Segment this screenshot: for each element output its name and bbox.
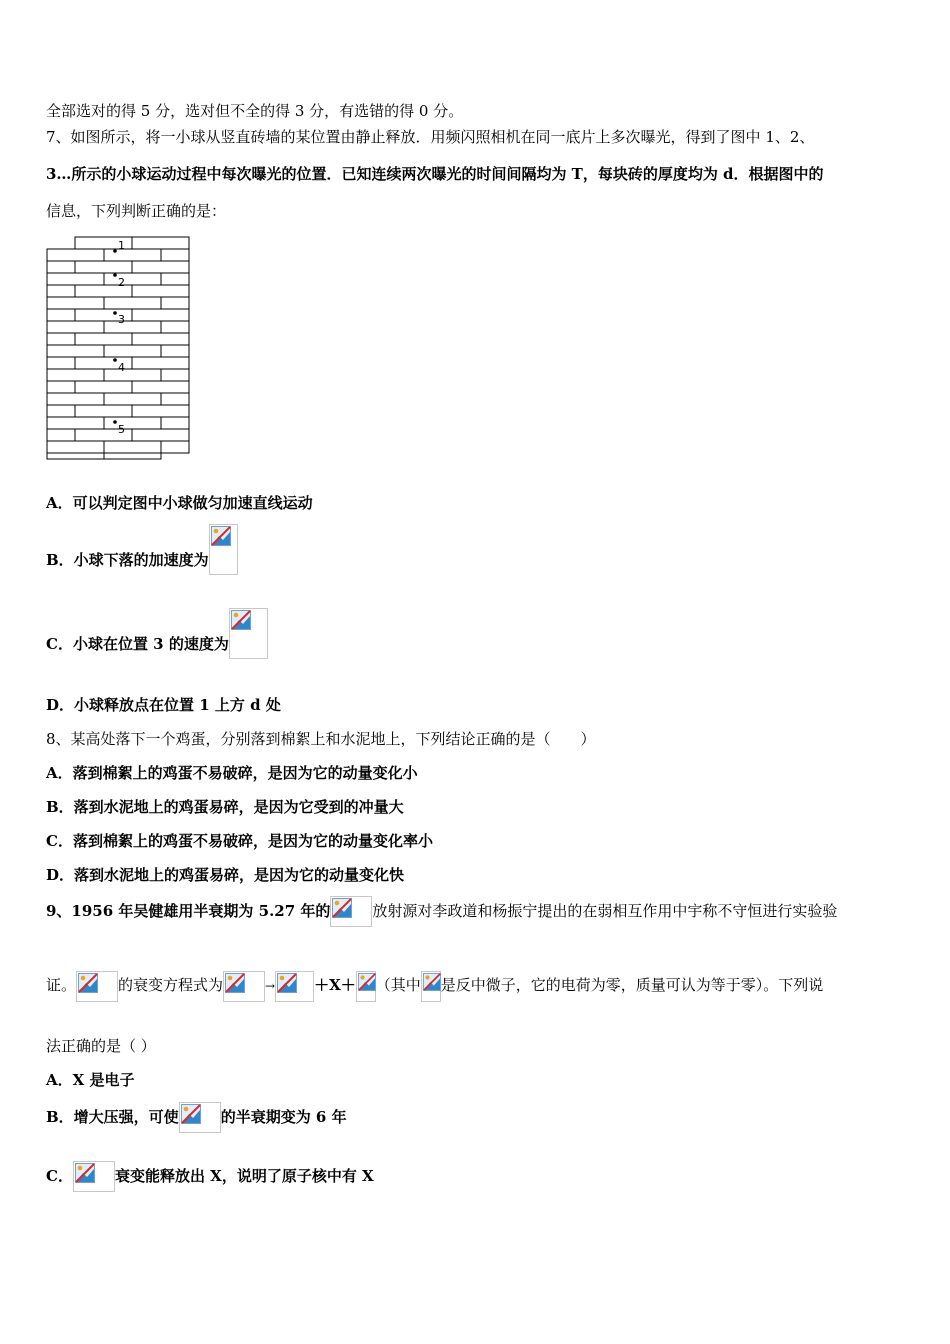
formula-image-icon xyxy=(223,971,265,1002)
formula-image-icon xyxy=(209,524,238,575)
q9-stem-line-2: 证。 的衰变方程式为 → ＋X＋ （其中 是反中微子，它的电荷为零，质量可认为等于零）。下列说 xyxy=(46,969,823,1002)
position-label-1: 1 xyxy=(118,239,125,252)
q7-option-c: C．小球在位置 3 的速度为 xyxy=(46,607,268,659)
position-label-5: 5 xyxy=(118,423,125,436)
q8-option-a: A．落到棉絮上的鸡蛋不易破碎，是因为它的动量变化小 xyxy=(46,764,418,782)
position-label-3: 3 xyxy=(118,313,125,326)
formula-image-icon xyxy=(330,896,372,927)
position-label-2: 2 xyxy=(118,276,125,289)
q9-option-b: B．增大压强，可使 的半衰期变为 6 年 xyxy=(46,1101,347,1133)
formula-image-icon xyxy=(229,608,268,659)
ball-position-4 xyxy=(113,358,117,362)
intro-text: 全部选对的得 5 分，选对但不全的得 3 分，有选错的得 0 分。 xyxy=(46,102,464,120)
q9-stem-line-3: 法正确的是（ ） xyxy=(46,1037,156,1055)
q7-option-b: B．小球下落的加速度为 xyxy=(46,523,238,575)
formula-image-icon xyxy=(76,971,118,1002)
q9-option-a: A．X 是电子 xyxy=(46,1071,135,1089)
ball-position-3 xyxy=(113,311,117,315)
ball-position-1 xyxy=(113,249,117,253)
brick-wall-figure xyxy=(46,236,194,462)
q7-stem-line-2: 3…所示的小球运动过程中每次曝光的位置．已知连续两次曝光的时间间隔均为 T，每块砖的厚度均为 d．根据图中的 xyxy=(46,165,824,183)
formula-image-icon xyxy=(356,971,376,1002)
ball-position-2 xyxy=(113,273,117,277)
q8-option-d: D．落到水泥地上的鸡蛋易碎，是因为它的动量变化快 xyxy=(46,866,405,884)
q7-stem-line-3: 信息，下列判断正确的是： xyxy=(46,202,227,220)
formula-image-icon xyxy=(275,971,314,1002)
q8-option-c: C．落到棉絮上的鸡蛋不易破碎，是因为它的动量变化率小 xyxy=(46,832,433,850)
position-label-4: 4 xyxy=(118,361,125,374)
formula-image-icon xyxy=(179,1102,221,1133)
q8-option-b: B．落到水泥地上的鸡蛋易碎，是因为它受到的冲量大 xyxy=(46,798,404,816)
q7-stem-line-1: 7、如图所示，将一小球从竖直砖墙的某位置由静止释放．用频闪照相机在同一底片上多次曝光，得到了图中 1、2、 xyxy=(46,128,815,146)
q9-stem-line-1: 9、1956 年吴健雄用半衰期为 5.27 年的 放射源对李政道和杨振宁提出的在弱相互作用中宇称不守恒进行实验验 xyxy=(46,895,837,927)
formula-image-icon xyxy=(73,1161,115,1192)
q8-stem: 8、某高处落下一个鸡蛋，分别落到棉絮上和水泥地上，下列结论正确的是（ ） xyxy=(46,730,596,748)
formula-image-icon xyxy=(421,971,441,1002)
ball-position-5 xyxy=(113,420,117,424)
q7-option-a: A．可以判定图中小球做匀加速直线运动 xyxy=(46,494,313,512)
q9-option-c: C． 衰变能释放出 X，说明了原子核中有 X xyxy=(46,1160,374,1192)
q7-option-d: D．小球释放点在位置 1 上方 d 处 xyxy=(46,696,281,714)
